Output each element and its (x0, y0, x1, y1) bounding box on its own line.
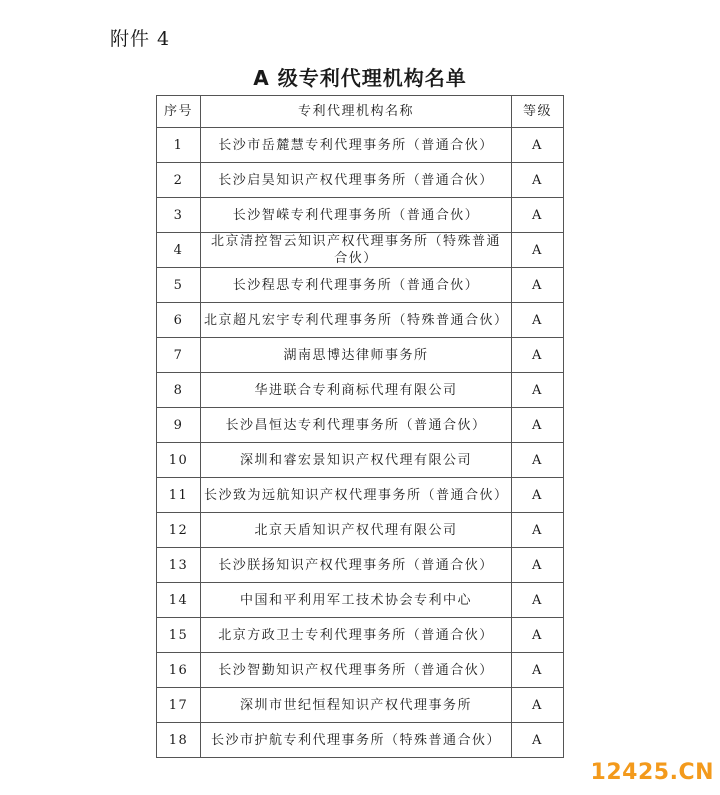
row-number: 12 (157, 513, 201, 548)
row-number: 9 (157, 408, 201, 443)
agency-grade: A (512, 583, 564, 618)
table-row (157, 653, 564, 688)
agency-grade: A (512, 688, 564, 723)
agency-name: 北京方政卫士专利代理事务所（普通合伙） (201, 618, 512, 653)
agency-grade: A (512, 128, 564, 163)
table-row (157, 618, 564, 653)
agency-grade: A (512, 303, 564, 338)
row-number: 11 (157, 478, 201, 513)
attachment-label: 附件 4 (110, 28, 171, 50)
row-number: 15 (157, 618, 201, 653)
row-number: 16 (157, 653, 201, 688)
table-row (157, 478, 564, 513)
table-row (157, 198, 564, 233)
agency-grade: A (512, 163, 564, 198)
agency-name: 长沙昌恒达专利代理事务所（普通合伙） (201, 408, 512, 443)
agency-grade: A (512, 478, 564, 513)
agency-name: 长沙市护航专利代理事务所（特殊普通合伙） (201, 723, 512, 758)
table-row (157, 408, 564, 443)
row-number: 18 (157, 723, 201, 758)
agency-name: 华进联合专利商标代理有限公司 (201, 373, 512, 408)
row-number: 17 (157, 688, 201, 723)
agency-name: 北京超凡宏宇专利代理事务所（特殊普通合伙） (201, 303, 512, 338)
table-row (157, 268, 564, 303)
table-row (157, 338, 564, 373)
row-number: 7 (157, 338, 201, 373)
agency-name: 湖南思博达律师事务所 (201, 338, 512, 373)
agency-grade: A (512, 198, 564, 233)
agency-grade: A (512, 373, 564, 408)
column-header-grade: 等级 (512, 96, 564, 128)
agency-name: 长沙智勤知识产权代理事务所（普通合伙） (201, 653, 512, 688)
row-number: 14 (157, 583, 201, 618)
agency-grade: A (512, 233, 564, 268)
table-row (157, 548, 564, 583)
table-row (157, 723, 564, 758)
site-watermark: 12425.CN (590, 760, 714, 785)
row-number: 4 (157, 233, 201, 268)
table-row (157, 373, 564, 408)
agency-table (156, 95, 564, 758)
agency-grade: A (512, 408, 564, 443)
row-number: 1 (157, 128, 201, 163)
table-row (157, 513, 564, 548)
agency-grade: A (512, 618, 564, 653)
agency-grade: A (512, 653, 564, 688)
row-number: 2 (157, 163, 201, 198)
agency-name: 长沙程思专利代理事务所（普通合伙） (201, 268, 512, 303)
table-row (157, 128, 564, 163)
column-header-number: 序号 (157, 96, 201, 128)
row-number: 6 (157, 303, 201, 338)
row-number: 5 (157, 268, 201, 303)
agency-name: 北京清控智云知识产权代理事务所（特殊普通合伙） (201, 233, 512, 268)
row-number: 13 (157, 548, 201, 583)
agency-grade: A (512, 723, 564, 758)
agency-name: 深圳市世纪恒程知识产权代理事务所 (201, 688, 512, 723)
agency-grade: A (512, 548, 564, 583)
agency-name: 长沙朕扬知识产权代理事务所（普通合伙） (201, 548, 512, 583)
page-title: A 级专利代理机构名单 (253, 66, 467, 90)
agency-name: 长沙启昊知识产权代理事务所（普通合伙） (201, 163, 512, 198)
agency-name: 中国和平利用军工技术协会专利中心 (201, 583, 512, 618)
table-row (157, 583, 564, 618)
agency-grade: A (512, 338, 564, 373)
agency-name: 深圳和睿宏景知识产权代理有限公司 (201, 443, 512, 478)
table-row (157, 443, 564, 478)
column-header-name: 专利代理机构名称 (201, 96, 512, 128)
table-row (157, 303, 564, 338)
agency-name: 长沙智嵘专利代理事务所（普通合伙） (201, 198, 512, 233)
agency-grade: A (512, 443, 564, 478)
agency-grade: A (512, 513, 564, 548)
agency-name: 长沙致为远航知识产权代理事务所（普通合伙） (201, 478, 512, 513)
row-number: 3 (157, 198, 201, 233)
table-row (157, 233, 564, 268)
agency-name: 长沙市岳麓慧专利代理事务所（普通合伙） (201, 128, 512, 163)
agency-name: 北京天盾知识产权代理有限公司 (201, 513, 512, 548)
table-row (157, 163, 564, 198)
row-number: 10 (157, 443, 201, 478)
row-number: 8 (157, 373, 201, 408)
agency-grade: A (512, 268, 564, 303)
table-row (157, 688, 564, 723)
table-header-row (157, 96, 564, 128)
